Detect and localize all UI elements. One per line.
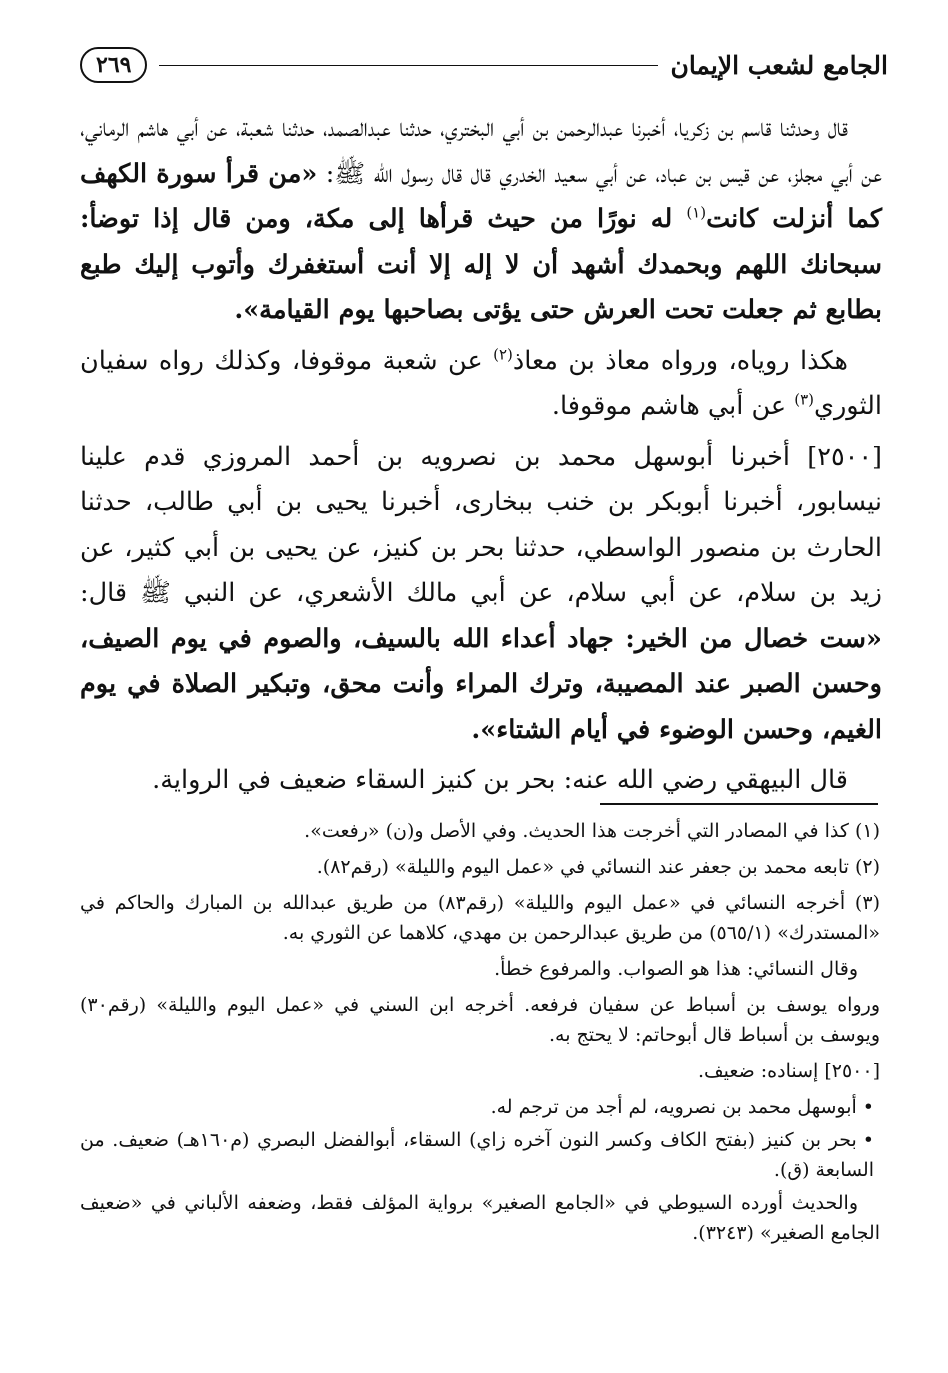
footnote-3: (٣) أخرجه النسائي في «عمل اليوم والليلة» (رقم٨٣) من طريق عبدالله بن المبارك والحاكم في «المستدرك» (٥٦٥/١) من طريق عبدالرحمن بن مهدي، كلاهما عن الثوري به. (80, 892, 880, 944)
p2-text-b: عن شعبة موقوفا، وكذلك رواه سفيان الثوري (80, 345, 882, 421)
p1-narration: قال وحدثنا قاسم بن زكريا، أخبرنا عبدالرحمن بن أبي البختري، حدثنا عبدالصمد، حدثنا شعبة، عن أبي هاشم الرماني، عن أبي مجلز، عن قيس بن عباد، عن أبي سعيد الخدري قال قال رسول الله ﷺ: (80, 113, 882, 189)
narrator-note-2-text: بحر بن كنيز (بفتح الكاف وكسر النون آخره زاي) السقاء، أبوالفضل البصري (م١٦٠هـ) ضعيف. من السابعة (ق). (80, 1129, 874, 1181)
paragraph-2 (80, 339, 882, 430)
paragraph-1 (80, 106, 882, 334)
p2-text-c: عن أبي هاشم موقوفا. (551, 391, 795, 421)
p3-isnad: [٢٥٠٠] أخبرنا أبوسهل محمد بن نصرويه بن أحمد المروزي قدم علينا نيسابور، أخبرنا أبوبكر بن خنب ببخارى، أخبرنا يحيى بن أبي طالب، حدثنا الحارث بن منصور الواسطي، حدثنا بحر بن كنيز، عن يحيى بن أبي كثير، عن زيد بن سلام، عن أبي سلام، عن أبي مالك الأشعري، عن النبي ﷺ قال: (80, 441, 882, 608)
footnote-ref-3[interactable]: (٣) (794, 390, 814, 409)
footnote-1: (١) كذا في المصادر التي أخرجت هذا الحديث. وفي الأصل و(ن) «رفعت». (304, 820, 880, 842)
main-text (80, 106, 882, 809)
footnotes (80, 816, 880, 1254)
bullet-icon: • (862, 1129, 874, 1151)
footnote-3-note: وقال النسائي: هذا هو الصواب. والمرفوع خطأ. (494, 958, 858, 980)
paragraph-3 (80, 435, 882, 754)
final-note: والحديث أورده السيوطي في «الجامع الصغير» برواية المؤلف فقط، وضعفه الألباني في «ضعيف الجامع الصغير» (٣٢٤٣). (80, 1192, 880, 1244)
footnote-ref-1[interactable]: (١) (686, 203, 707, 222)
running-title: الجامع لشعب الإيمان (670, 50, 888, 80)
footnote-ref-2[interactable]: (٢) (493, 345, 513, 363)
p1-hadith-text: «من قرأ سورة الكهف كما أنزلت كانت (80, 158, 882, 234)
paragraph-4 (80, 758, 882, 804)
bullet-icon: • (862, 1096, 874, 1118)
p3-hadith-text: «ست خصال من الخير: جهاد أعداء الله بالسيف، والصوم في يوم الصيف، وحسن الصبر عند المصيبة، وترك المراء وأنت محق، وتبكير الصلاة في يوم الغيم، وحسن الوضوء في أيام الشتاء». (80, 623, 882, 745)
narrator-note-1-text: أبوسهل محمد بن نصرويه، لم أجد من ترجم له. (490, 1096, 857, 1118)
footnote-separator (600, 803, 878, 805)
isnad-grade: [٢٥٠٠] إسناده: ضعيف. (697, 1060, 880, 1082)
p2-text-a: هكذا روياه، ورواه معاذ بن معاذ (512, 345, 849, 376)
narrator-note-1 (80, 1092, 880, 1122)
footnote-2: (٢) تابعه محمد بن جعفر عند النسائي في «عمل اليوم والليلة» (رقم٨٢). (316, 856, 880, 878)
page-number: ٢٦٩ (80, 47, 147, 83)
p1-hadith-text-cont: له نورًا من حيث قرأها إلى مكة، ومن قال إذا توضأ: سبحانك اللهم وبحمدك أشهد أن لا إله إلا أنت أستغفرك وأتوب إليك طبع بطابع ثم جعلت تحت العرش حتى يؤتى بصاحبها يوم القيامة». (80, 204, 882, 325)
footnote-3-extra: ورواه يوسف بن أسباط عن سفيان فرفعه. أخرجه ابن السني في «عمل اليوم والليلة» (رقم٣٠) ويوسف بن أسباط قال أبوحاتم: لا يحتج به. (80, 994, 880, 1046)
header-rule (159, 65, 658, 66)
running-header (80, 40, 888, 90)
p4-text: قال البيهقي رضي الله عنه: بحر بن كنيز السقاء ضعيف في الرواية. (152, 765, 848, 795)
narrator-note-2 (80, 1125, 880, 1185)
